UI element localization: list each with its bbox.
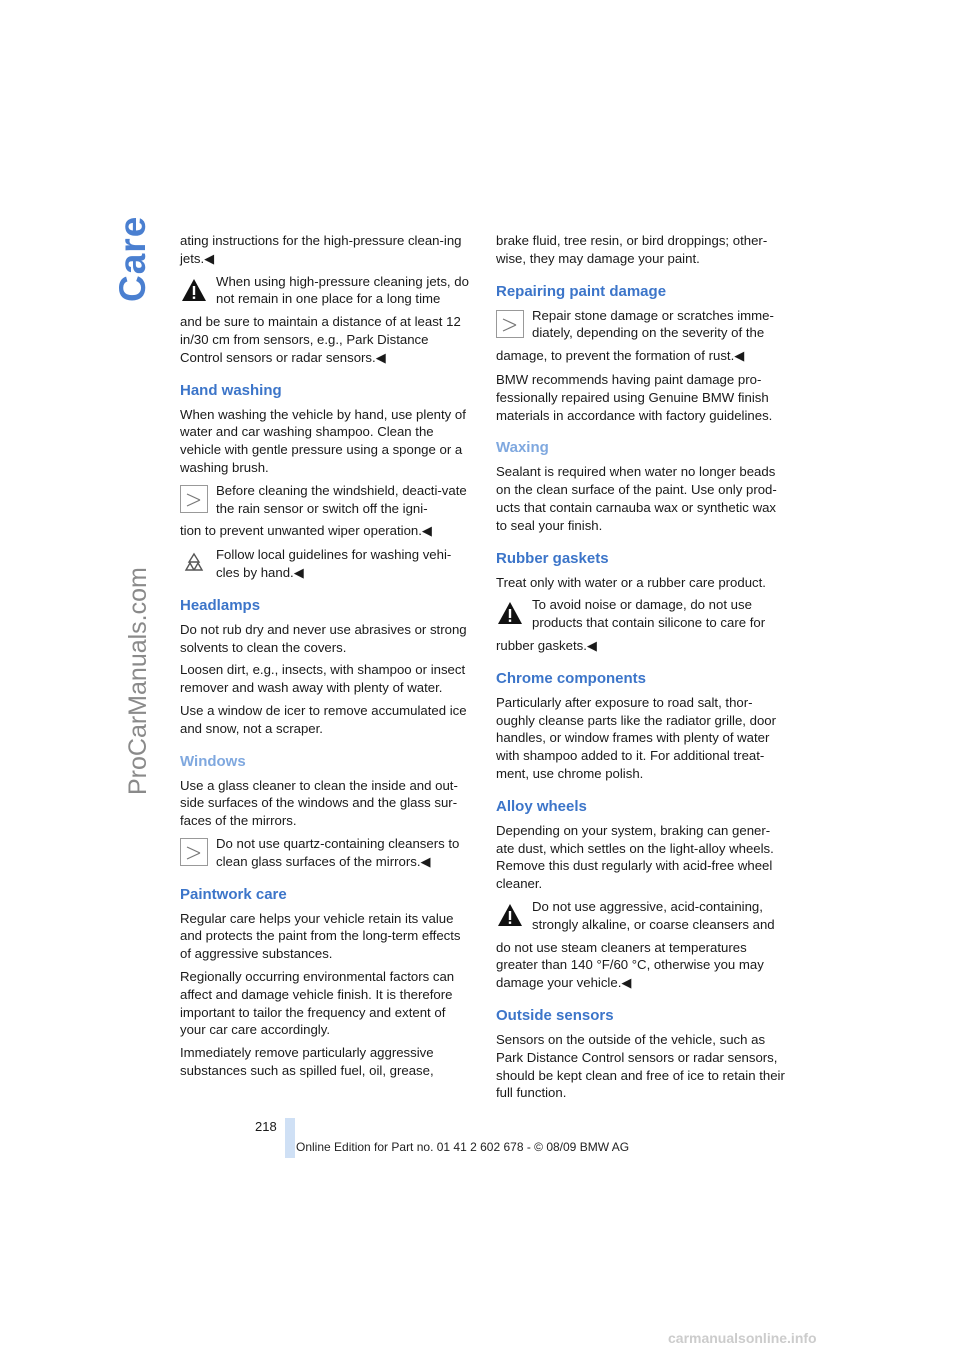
warning-icon <box>496 901 524 929</box>
note-text: Follow local guidelines for washing vehi-cles by hand.◀ <box>216 547 452 580</box>
note-text-cont: damage, to prevent the formation of rust.◀ <box>496 348 745 364</box>
heading-repairing-paint-damage: Repairing paint damage <box>496 282 667 300</box>
heading-outside-sensors: Outside sensors <box>496 1006 614 1024</box>
warning-note <box>180 273 472 367</box>
paragraph: Loosen dirt, e.g., insects, with shampoo or insect remover and wash away with plenty of water. <box>180 662 466 696</box>
watermark: ProCarManuals.com <box>124 567 152 795</box>
environment-note <box>180 546 472 582</box>
note-text: Repair stone damage or scratches imme-diately, depending on the severity of the <box>532 307 774 341</box>
warning-note <box>496 596 788 654</box>
note-arrow-icon <box>496 310 524 338</box>
note-arrow-icon <box>180 838 208 866</box>
paragraph: Sealant is required when water no longer beads on the clean surface of the paint. Use only prod-ucts that contain carnauba wax or synthetic wax to seal your finish. <box>496 464 777 533</box>
recycle-icon <box>180 549 208 577</box>
note-text-cont: rubber gaskets.◀ <box>496 637 598 653</box>
info-note <box>180 835 472 871</box>
note-text: When using high-pressure cleaning jets, do not remain in one place for a long time <box>216 273 469 307</box>
heading-headlamps: Headlamps <box>180 596 261 614</box>
warning-note <box>496 898 788 992</box>
heading-paintwork-care: Paintwork care <box>180 885 287 903</box>
heading-windows: Windows <box>180 752 246 770</box>
heading-hand-washing: Hand washing <box>180 381 282 399</box>
note-text: Before cleaning the windshield, deacti-vate the rain sensor or switch off the igni- <box>216 482 467 516</box>
paragraph: Sensors on the outside of the vehicle, such as Park Distance Control sensors or radar sensors, should be kept clean and free of ice to retain their full function. <box>496 1031 785 1101</box>
footer-site-watermark: carmanualsonline.info <box>668 1330 817 1346</box>
note-arrow-icon <box>180 485 208 513</box>
heading-waxing: Waxing <box>496 439 549 457</box>
paragraph: Depending on your system, braking can gener-ate dust, which settles on the light-alloy wheels. Remove this dust regularly with acid-free wheel cleaner. <box>496 822 774 892</box>
paragraph: Regionally occurring environmental factors can affect and damage vehicle finish. It is therefore important to tailor the frequency and extent of your car care accordingly. <box>180 968 455 1038</box>
note-text: Do not use aggressive, acid-containing, strongly alkaline, or coarse cleansers and <box>532 898 775 932</box>
note-text-cont: do not use steam cleaners at temperatures greater than 140 °F/60 °C, otherwise you may damage your vehicle.◀ <box>496 939 764 991</box>
right-column <box>496 232 788 1107</box>
footer-edition: Online Edition for Part no. 01 41 2 602 678 - © 08/09 BMW AG <box>296 1140 630 1154</box>
left-column <box>180 232 472 1085</box>
info-note <box>496 307 788 365</box>
paragraph: Regular care helps your vehicle retain its value and protects the paint from the long-term effects of aggressive substances. <box>180 910 461 962</box>
paragraph: Immediately remove particularly aggressive substances such as spilled fuel, oil, grease, <box>180 1045 434 1078</box>
warning-icon <box>496 599 524 627</box>
warning-icon <box>180 276 208 304</box>
page-number: 218 <box>255 1119 277 1134</box>
note-text: To avoid noise or damage, do not use products that contain silicone to care for <box>532 597 766 631</box>
section-title: Care <box>112 215 153 302</box>
paragraph: When washing the vehicle by hand, use plenty of water and car washing shampoo. Clean the vehicle with gentle pressure using a sponge or a washing brush. <box>180 406 466 475</box>
paragraph: ating instructions for the high-pressure clean-ing jets.◀ <box>180 233 462 266</box>
note-text-cont: tion to prevent unwanted wiper operation.◀ <box>180 523 433 539</box>
paragraph: Do not rub dry and never use abrasives or strong solvents to clean the covers. <box>180 621 467 655</box>
footer-bar <box>285 1118 295 1158</box>
paragraph: brake fluid, tree resin, or bird droppings; other-wise, they may damage your paint. <box>496 233 768 266</box>
note-text: Do not use quartz-containing cleansers to clean glass surfaces of the mirrors.◀ <box>216 835 460 869</box>
heading-rubber-gaskets: Rubber gaskets <box>496 549 609 567</box>
paragraph: Treat only with water or a rubber care product. <box>496 574 766 590</box>
paragraph: Particularly after exposure to road salt, thor-oughly cleanse parts like the radiator grille, door handles, or window frames with plenty of water with shampoo added to it. For additional treat-ment, use chrome polish. <box>496 694 777 781</box>
note-text-cont: and be sure to maintain a distance of at least 12 in/30 cm from sensors, e.g., Park Distance Control sensors or radar sensors.◀ <box>180 314 461 365</box>
paragraph: Use a window de icer to remove accumulated ice and snow, not a scraper. <box>180 702 467 736</box>
heading-alloy-wheels: Alloy wheels <box>496 797 587 815</box>
paragraph: BMW recommends having paint damage pro-fessionally repaired using Genuine BMW finish materials in accordance with factory guidelines. <box>496 371 773 423</box>
paragraph: Use a glass cleaner to clean the inside and out-side surfaces of the windows and the glass sur-faces of the mirrors. <box>180 777 458 829</box>
info-note <box>180 482 472 540</box>
heading-chrome-components: Chrome components <box>496 669 647 687</box>
